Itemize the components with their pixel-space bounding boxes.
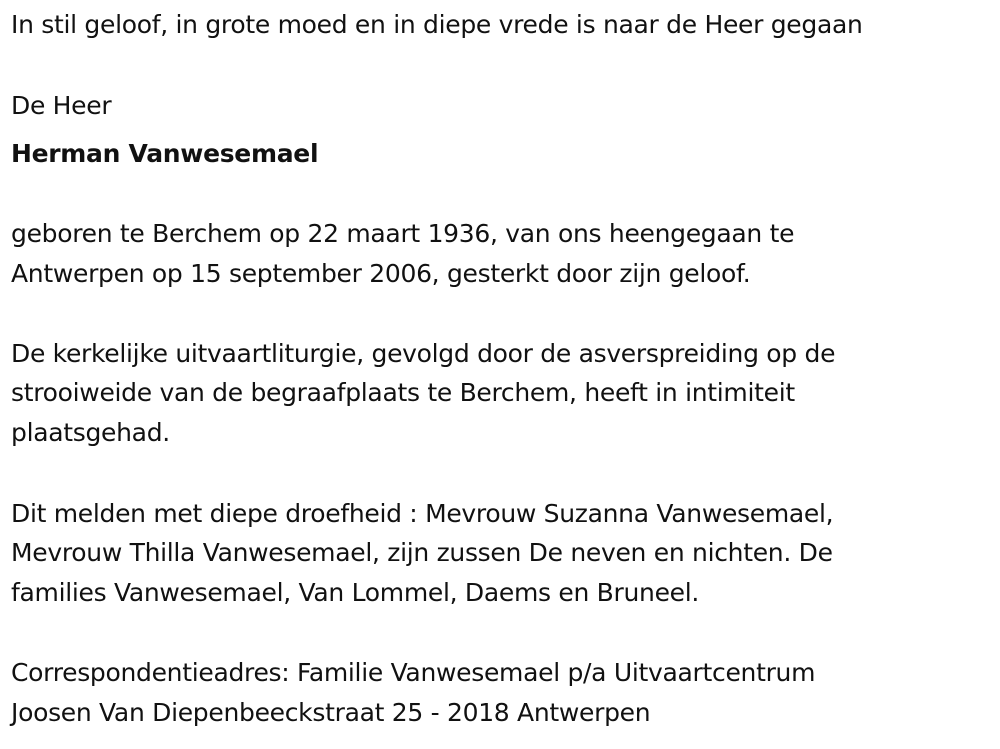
paragraph-line: Mevrouw Thilla Vanwesemael, zijn zussen De neven en nichten. De bbox=[11, 538, 833, 567]
paragraph-line: families Vanwesemael, Van Lommel, Daems en Bruneel. bbox=[11, 578, 700, 607]
title-prefix: De Heer bbox=[11, 91, 112, 120]
intro-line: In stil geloof, in grote moed en in diepe vrede is naar de Heer gegaan bbox=[11, 10, 863, 39]
paragraph-line: Antwerpen op 15 september 2006, gesterkt door zijn geloof. bbox=[11, 259, 751, 288]
deceased-name: Herman Vanwesemael bbox=[11, 139, 319, 168]
paragraph-line: Dit melden met diepe droefheid : Mevrouw Suzanna Vanwesemael, bbox=[11, 499, 834, 528]
paragraph-line: plaatsgehad. bbox=[11, 418, 170, 447]
paragraph-line: geboren te Berchem op 22 maart 1936, van ons heengegaan te bbox=[11, 219, 795, 248]
paragraph-line: Correspondentieadres: Familie Vanwesemael p/a Uitvaartcentrum bbox=[11, 658, 816, 687]
paragraph-line: Joosen Van Diepenbeeckstraat 25 - 2018 Antwerpen bbox=[11, 698, 651, 727]
paragraph-line: strooiweide van de begraafplaats te Berchem, heeft in intimiteit bbox=[11, 378, 795, 407]
paragraph-line: De kerkelijke uitvaartliturgie, gevolgd door de asverspreiding op de bbox=[11, 339, 836, 368]
